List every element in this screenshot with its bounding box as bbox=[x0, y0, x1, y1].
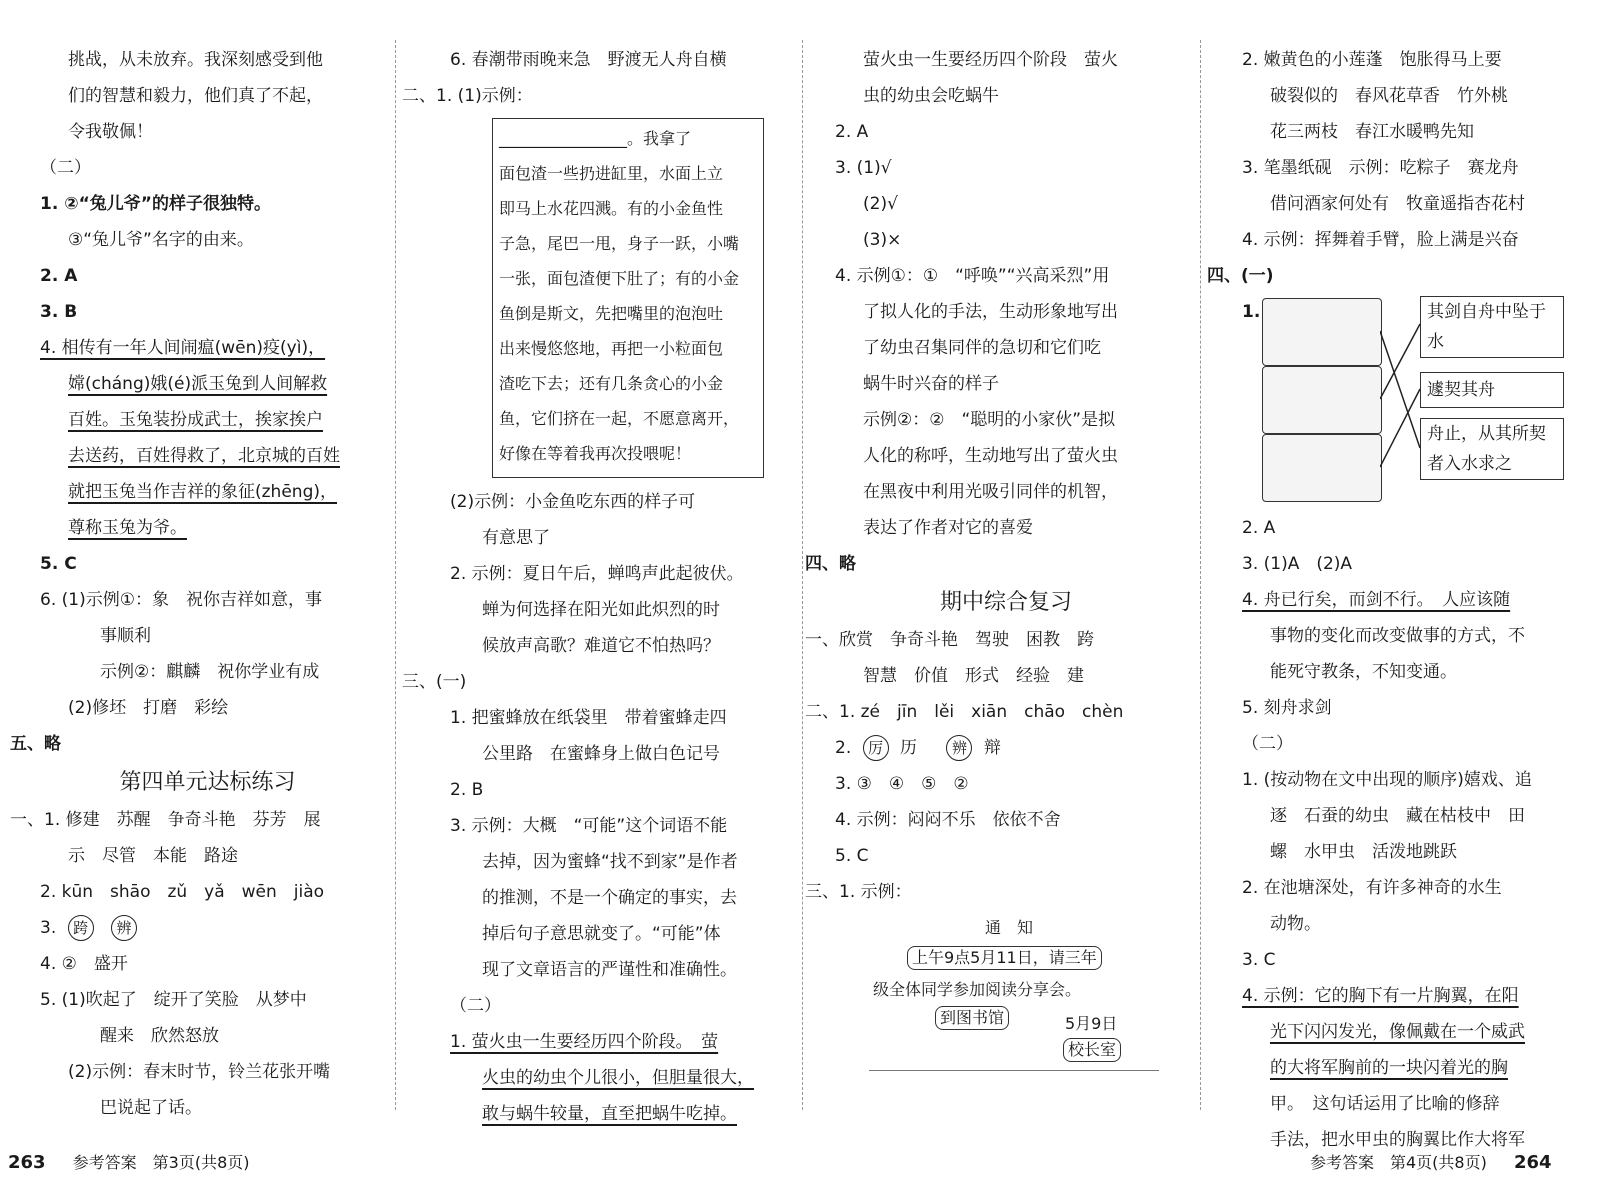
text-line: 事物的变化而改变做事的方式，不 bbox=[1270, 626, 1525, 646]
section-title: 期中综合复习 bbox=[939, 589, 1072, 614]
circled-char: 辨 bbox=[111, 915, 137, 941]
answer-item: 一、欣赏 争奇斗艳 驾驶 困教 跨 bbox=[805, 630, 1094, 650]
page-number: 263 bbox=[8, 1152, 46, 1173]
answer-item: 1. ②“兔儿爷”的样子很独特。 bbox=[40, 194, 271, 214]
notice-place: 到图书馆 bbox=[935, 1006, 1009, 1030]
column-separator bbox=[1200, 40, 1201, 1110]
text-line: 的大将军胸前的一块闪着光的胸 bbox=[1270, 1058, 1508, 1078]
answer-item: 2. 示例：夏日午后，蝉鸣声此起彼伏。 bbox=[450, 564, 744, 584]
section-title: 第四单元达标练习 bbox=[119, 769, 296, 794]
footer-left bbox=[8, 1150, 250, 1173]
text-line: 花三两枝 春江水暖鸭先知 bbox=[1270, 122, 1474, 142]
item-number: 2. bbox=[835, 738, 852, 758]
match-label: 舟止，从其所契者入水求之 bbox=[1420, 418, 1564, 480]
answer-column-1 bbox=[10, 42, 385, 1126]
box-line: 即马上水花四溅。有的小金鱼性 bbox=[499, 199, 724, 218]
text-line: 破裂似的 春风花草香 竹外桃 bbox=[1270, 86, 1508, 106]
text-line: ③“兔儿爷”名字的由来。 bbox=[68, 230, 254, 250]
text-line: (2)修坯 打磨 彩绘 bbox=[68, 698, 229, 718]
answer-item: 3. ③ ④ ⑤ ② bbox=[835, 774, 969, 794]
section-header: 四、略 bbox=[805, 554, 856, 574]
answer-item: 2. kūn shāo zǔ yǎ wēn jiào bbox=[40, 882, 325, 902]
answer-item: 5. C bbox=[835, 846, 869, 866]
answer-item bbox=[30, 910, 385, 946]
box-line: 渣吃下去；还有几条贪心的小金 bbox=[499, 374, 724, 393]
column-separator bbox=[802, 40, 803, 1110]
correct-char: 历 bbox=[900, 738, 918, 758]
match-line bbox=[1380, 389, 1420, 467]
answer-item: 二、1. (1)示例： bbox=[402, 86, 533, 106]
text-line: 螺 水甲虫 活泼地跳跃 bbox=[1270, 842, 1457, 862]
text-line: 巴说起了话。 bbox=[100, 1098, 202, 1118]
notice-baseline bbox=[869, 1070, 1159, 1071]
notice-date: 5月9日 bbox=[1065, 1014, 1118, 1033]
answer-item: 3. 笔墨纸砚 示例：吃粽子 赛龙舟 bbox=[1242, 158, 1519, 178]
answer-item: 6. (1)示例①：象 祝你吉祥如意，事 bbox=[40, 590, 322, 610]
text-line: 有意思了 bbox=[482, 528, 550, 548]
answer-column-4 bbox=[1207, 42, 1594, 1158]
text-line: 的推测，不是一个确定的事实，去 bbox=[482, 888, 737, 908]
answer-column-3 bbox=[805, 42, 1187, 1080]
box-line: 出来慢悠悠地，再把一小粒面包 bbox=[499, 339, 724, 358]
text-line: 动物。 bbox=[1270, 914, 1321, 934]
box-line: 一张，面包渣便下肚了；有的小金 bbox=[499, 269, 740, 288]
text-line: 了拟人化的手法，生动形象地写出 bbox=[863, 302, 1118, 322]
text-line: 掉后句子意思就变了。“可能”体 bbox=[482, 924, 721, 944]
text-line: 示例②：麒麟 祝你学业有成 bbox=[100, 662, 320, 682]
page-number: 264 bbox=[1513, 1152, 1552, 1173]
text-line: 公里路 在蜜蜂身上做白色记号 bbox=[482, 744, 720, 764]
notice-line-2: 级全体同学参加阅读分享会。 bbox=[873, 980, 1082, 999]
text-line: 去掉，因为蜜蜂“找不到家”是作者 bbox=[482, 852, 738, 872]
answer-column-2 bbox=[402, 42, 782, 1132]
text-line: 甲。 这句话运用了比喻的修辞 bbox=[1270, 1094, 1500, 1114]
text-line: 百姓。玉兔装扮成武士，挨家挨户 bbox=[68, 410, 323, 430]
answer-item: 2. A bbox=[1242, 518, 1276, 538]
illustration-mark-boat bbox=[1262, 366, 1382, 434]
page-caption: 参考答案 第4页(共8页) bbox=[1310, 1153, 1487, 1172]
answer-item: 5. C bbox=[40, 554, 77, 574]
item-number: 3. bbox=[40, 918, 57, 938]
text-line: 火虫的幼虫个儿很小，但胆量很大， bbox=[482, 1068, 754, 1088]
text-line: 在黑夜中利用光吸引同伴的机智， bbox=[863, 482, 1118, 502]
answer-item: 3. B bbox=[40, 302, 78, 322]
match-line bbox=[1380, 331, 1420, 448]
example-box-area bbox=[412, 114, 782, 484]
circled-char: 辨 bbox=[946, 735, 972, 761]
answer-item: 2. A bbox=[40, 266, 78, 286]
answer-item bbox=[1232, 582, 1594, 618]
circled-char: 厉 bbox=[863, 735, 889, 761]
text-line: 表达了作者对它的喜爱 bbox=[863, 518, 1033, 538]
text-line: 事顺利 bbox=[100, 626, 151, 646]
example-paragraph-box bbox=[492, 118, 764, 478]
text-line: 借问酒家何处有 牧童遥指杏花村 bbox=[1270, 194, 1525, 214]
answer-item: 2. 嫩黄色的小莲蓬 饱胀得马上要 bbox=[1242, 50, 1502, 70]
answer-item: 4. 相传有一年人间闹瘟(wēn)疫(yì)， bbox=[40, 338, 326, 358]
box-line: 面包渣一些扔进缸里，水面上立 bbox=[499, 164, 724, 183]
section-header: 四、(一) bbox=[1207, 266, 1274, 286]
section-header: （二） bbox=[40, 158, 91, 178]
circled-char: 跨 bbox=[68, 915, 94, 941]
answer-item: 2. 在池塘深处，有许多神奇的水生 bbox=[1242, 878, 1502, 898]
notice-example bbox=[825, 910, 1187, 1080]
item-number: 1. bbox=[1242, 302, 1261, 322]
answer-item: 1. (按动物在文中出现的顺序)嬉戏、追 bbox=[1242, 770, 1532, 790]
text-line: 候放声高歌？难道它不怕热吗？ bbox=[482, 636, 720, 656]
answer-item: 3. 示例：大概 “可能”这个词语不能 bbox=[450, 816, 728, 836]
box-line: 子急，尾巴一甩，身子一跃，小嘴 bbox=[499, 234, 740, 253]
match-lines bbox=[1380, 294, 1450, 510]
text-line: 智慧 价值 形式 经验 建 bbox=[863, 666, 1084, 686]
text-line: 嫦(cháng)娥(é)派玉兔到人间解救 bbox=[68, 374, 328, 394]
column-separator bbox=[395, 40, 396, 1110]
text-line: 手法，把水甲虫的胸翼比作大将军 bbox=[1270, 1130, 1525, 1150]
answer-item: (2)示例：小金鱼吃东西的样子可 bbox=[450, 492, 696, 512]
text-line: 敢与蜗牛较量，直至把蜗牛吃掉。 bbox=[482, 1104, 737, 1124]
section-header: 三、(一) bbox=[402, 672, 467, 692]
text-line: 光下闪闪发光，像佩戴在一个威武 bbox=[1270, 1022, 1525, 1042]
answer-item bbox=[825, 730, 1187, 766]
answer-item: 2. B bbox=[450, 780, 484, 800]
matching-exercise bbox=[1232, 294, 1594, 510]
text-line: (3)× bbox=[863, 230, 902, 250]
answer-item: 4. 示例：挥舞着手臂，脸上满是兴奋 bbox=[1242, 230, 1519, 250]
page-caption: 参考答案 第3页(共8页) bbox=[72, 1153, 250, 1172]
box-line: 好像在等着我再次投喂呢！ bbox=[499, 444, 692, 463]
text-line: 令我敬佩！ bbox=[68, 122, 153, 142]
answer-item: 1. 萤火虫一生要经历四个阶段。 萤 bbox=[450, 1032, 719, 1052]
correct-char: 辩 bbox=[983, 738, 1001, 758]
answer-item: 6. 春潮带雨晚来急 野渡无人舟自横 bbox=[450, 50, 727, 70]
illustration-sword-falls bbox=[1262, 298, 1382, 366]
section-header: （二） bbox=[1242, 734, 1293, 754]
box-line: 鱼，它们挤在一起，不愿意离开， bbox=[499, 409, 740, 428]
footer-right bbox=[1310, 1150, 1552, 1173]
text-line: 蝉为何选择在阳光如此炽烈的时 bbox=[482, 600, 720, 620]
answer-item: 2. A bbox=[835, 122, 869, 142]
text-line: (2)示例：春末时节，铃兰花张开嘴 bbox=[68, 1062, 331, 1082]
answer-item: 二、1. zé jīn lěi xiān chāo chèn bbox=[805, 702, 1124, 722]
box-line: 鱼倒是斯文，先把嘴里的泡泡吐 bbox=[499, 304, 724, 323]
section-header: （二） bbox=[450, 996, 501, 1016]
notice-signature: 校长室 bbox=[1063, 1038, 1121, 1062]
text-line: 人化的称呼，生动地写出了萤火虫 bbox=[863, 446, 1118, 466]
answer-item: 3. (1)√ bbox=[835, 158, 892, 178]
text-line: 了幼虫召集同伴的急切和它们吃 bbox=[863, 338, 1101, 358]
text-line: 现了文章语言的严谨性和准确性。 bbox=[482, 960, 737, 980]
notice-line-1 bbox=[907, 940, 1102, 976]
answer-item: 5. 刻舟求剑 bbox=[1242, 698, 1332, 718]
text-line: 萤火虫一生要经历四个阶段 萤火 bbox=[863, 50, 1118, 70]
text-line: 醒来 欣然怒放 bbox=[100, 1026, 219, 1046]
answer-item: 5. (1)吹起了 绽开了笑脸 从梦中 bbox=[40, 990, 307, 1010]
text-line: 示例②：② “聪明的小家伙”是拟 bbox=[863, 410, 1116, 430]
illustration-search-water bbox=[1262, 434, 1382, 502]
text-line: 去送药，百姓得救了，北京城的百姓 bbox=[68, 446, 340, 466]
answer-item: 3. (1)A (2)A bbox=[1242, 554, 1353, 574]
answer-item: 三、1. 示例： bbox=[805, 882, 912, 902]
answer-item: 一、1. 修建 苏醒 争奇斗艳 芬芳 展 bbox=[10, 810, 321, 830]
text-line: 虫的幼虫会吃蜗牛 bbox=[863, 86, 999, 106]
match-label: 遽契其舟 bbox=[1420, 372, 1564, 408]
text-line: 示 尽管 本能 路途 bbox=[68, 846, 238, 866]
text-line: 能死守教条，不知变通。 bbox=[1270, 662, 1457, 682]
text-line: 逐 石蚕的幼虫 藏在枯枝中 田 bbox=[1270, 806, 1525, 826]
text-line: 们的智慧和毅力，他们真了不起， bbox=[68, 86, 323, 106]
text-line: 挑战，从未放弃。我深刻感受到他 bbox=[68, 50, 323, 70]
answer-item: 1. 把蜜蜂放在纸袋里 带着蜜蜂走四 bbox=[450, 708, 727, 728]
section-header: 五、略 bbox=[10, 734, 61, 754]
box-line: ________________。我拿了 bbox=[499, 129, 692, 148]
text-line: (2)√ bbox=[863, 194, 898, 214]
notice-title: 通 知 bbox=[985, 918, 1034, 937]
answer-item: 4. 示例：闷闷不乐 依依不舍 bbox=[835, 810, 1061, 830]
text-line: 蜗牛时兴奋的样子 bbox=[863, 374, 999, 394]
answer-item: 4. 示例①：① “呼唤”“兴高采烈”用 bbox=[835, 266, 1110, 286]
answer-item: 4. 示例：它的胸下有一片胸翼，在阳 bbox=[1242, 986, 1519, 1006]
text-line: 尊称玉兔为爷。 bbox=[68, 518, 187, 538]
text-line: 就把玉兔当作吉祥的象征(zhēng)， bbox=[68, 482, 337, 502]
answer-item: 3. C bbox=[1242, 950, 1276, 970]
match-label: 其剑自舟中坠于水 bbox=[1420, 296, 1564, 358]
notice-corrected-text: 上午9点5月11日，请三年 bbox=[907, 946, 1102, 970]
answer-item: 4. ② 盛开 bbox=[40, 954, 128, 974]
underlined-answer: 4. 舟已行矣，而剑不行。 人应该随 bbox=[1242, 590, 1511, 610]
